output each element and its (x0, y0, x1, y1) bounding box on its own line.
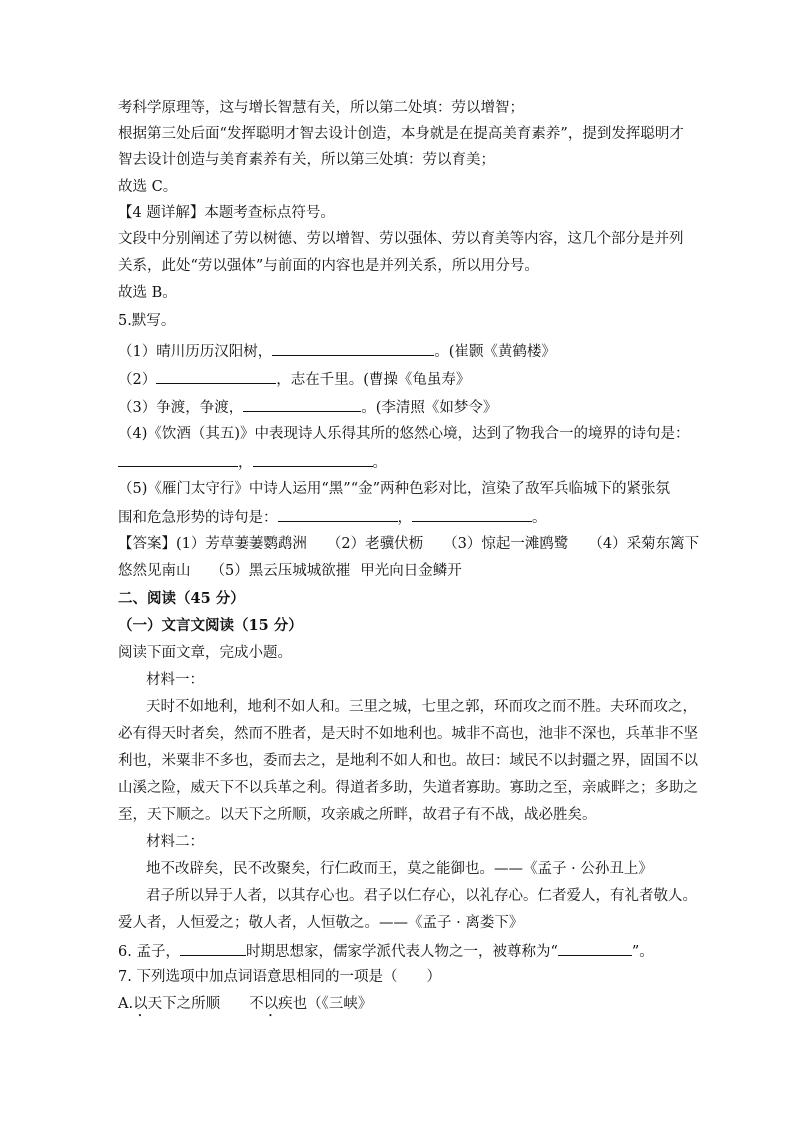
answer-text: 悠然见南山 (118, 563, 191, 579)
explanation-heading: 【4 题详解】本题考查标点符号。 (118, 205, 335, 221)
option-text: 疾也（《三峡》 (278, 996, 373, 1012)
answer-text: （3）惊起一滩鸥鹭 (443, 536, 569, 552)
q-text: （1）晴川历历汉阳树， (118, 344, 273, 360)
answer-line (118, 562, 462, 580)
question-5-1 (118, 341, 556, 361)
option-text: 天下之所顺 不 (147, 996, 264, 1012)
passage-line: 必有得天时者矣，然而不胜者，是天时不如地利也。城非不高也，池非不深也，兵革非不坚 (118, 726, 698, 742)
question-5-4: （4)《饮酒（其五)》中表现诗人乐得其所的悠然心境，达到了物我合一的境界的诗句是： (118, 426, 690, 442)
comma: ， (238, 455, 253, 471)
passage-line: 利也，米粟非不多也，委而去之，是地利不如人和也。故曰：域民不以封疆之界，固国不以 (118, 753, 698, 769)
comma: ， (397, 510, 412, 526)
dotted-word: 以 (133, 996, 148, 1012)
q-text: 时期思想家，儒家学派代表人物之一，被尊称为“ (245, 944, 558, 960)
answer-blank[interactable] (412, 507, 532, 522)
question-5-5: （5)《雁门太守行》中诗人运用“黑”“金”两种色彩对比，渲染了敌军兵临城下的紧张氛 (118, 481, 671, 497)
question-5-4-blanks (118, 452, 387, 472)
answer-text: （5）黑云压城城欲摧 (210, 563, 351, 579)
passage-line: 至，天下顺之。以天下之所顺，攻亲戚之所畔，故君子有不战，战必胜矣。 (118, 807, 597, 823)
answer-text: 【答案】(1）芳草萋萋鹦鹉洲 (118, 536, 307, 552)
instruction: 阅读下面文章，完成小题。 (118, 645, 292, 661)
text-line: 文段中分别阐述了劳以树德、劳以增智、劳以强体、劳以育美等内容，这几个部分是并列 (118, 231, 684, 247)
passage-line: 君子所以异于人者，以其存心也。君子以仁存心，以礼存心。仁者爱人，有礼者敬人。 (146, 888, 697, 904)
passage-line: 地不改辟矣，民不改聚矣，行仁政而王，莫之能御也。——《孟子 · 公孙丑上》 (146, 861, 653, 877)
q-text: 。(李清照《如梦令》 (361, 400, 498, 416)
answer-blank[interactable] (272, 341, 434, 356)
answer-blank[interactable] (253, 452, 373, 467)
q-text: 围和危急形势的诗句是： (118, 510, 278, 526)
material-label: 材料二： (146, 834, 204, 850)
q-text: ”。 (631, 944, 654, 960)
q-text: 。(崔颢《黄鹤楼》 (434, 344, 556, 360)
period: 。 (372, 455, 387, 471)
question-7: 7. 下列选项中加点词语意思相同的一项是（ ） (118, 969, 441, 985)
answer-blank[interactable] (558, 941, 632, 956)
answer-text: （4）采菊东篱下 (588, 536, 700, 552)
material-label: 材料一： (146, 672, 204, 688)
q-text: （3）争渡，争渡， (118, 400, 244, 416)
answer-blank[interactable] (118, 452, 238, 467)
question-title: 5.默写。 (118, 313, 176, 329)
answer-line (118, 535, 699, 553)
question-6 (118, 941, 654, 961)
answer-text: 甲光向日金鳞开 (360, 563, 462, 579)
section-heading: 二、阅读（45 分） (118, 590, 245, 607)
option-text: A. (118, 996, 134, 1012)
text-line: 智去设计创造与美育素养有关，所以第三处填：劳以育美； (118, 152, 495, 168)
period: 。 (532, 510, 547, 526)
passage-line: 山溪之险，威天下不以兵革之利。得道者多助，失道者寡助。寡助之至，亲戚畔之；多助之 (118, 780, 698, 796)
answer-blank[interactable] (156, 369, 276, 384)
answer-blank[interactable] (180, 941, 246, 956)
dotted-word: 以 (263, 996, 279, 1012)
passage-line: 爱人者，人恒爱之；敬人者，人恒敬之。——《孟子 · 离娄下》 (118, 915, 524, 931)
answer-blank[interactable] (278, 507, 398, 522)
option-a (118, 995, 372, 1020)
text-line: 考科学原理等，这与增长智慧有关，所以第二处填：劳以增智； (118, 100, 524, 116)
answer-text: （2）老骥伏枥 (326, 536, 424, 552)
text-line: 根据第三处后面“发挥聪明才智去设计创造，本身就是在提高美育素养”，提到发挥聪明才 (118, 126, 684, 142)
question-5-5-blanks (118, 507, 547, 527)
q-text: ，志在千里。(曹操《龟虽寿》 (276, 372, 471, 388)
text-line: 关系，此处“劳以强体”与前面的内容也是并列关系，所以用分号。 (118, 258, 539, 274)
passage-line: 天时不如地利，地利不如人和。三里之城，七里之郭，环而攻之而不胜。夫环而攻之， (146, 699, 697, 715)
question-5-2 (118, 369, 470, 389)
text-line: 故选 B。 (118, 285, 177, 301)
q-text: 6. 孟子， (118, 944, 180, 960)
question-5-3 (118, 397, 497, 417)
subsection-heading: （一）文言文阅读（15 分） (118, 617, 303, 634)
answer-blank[interactable] (243, 397, 361, 412)
q-text: （2） (118, 372, 157, 388)
text-line: 故选 C。 (118, 179, 178, 195)
